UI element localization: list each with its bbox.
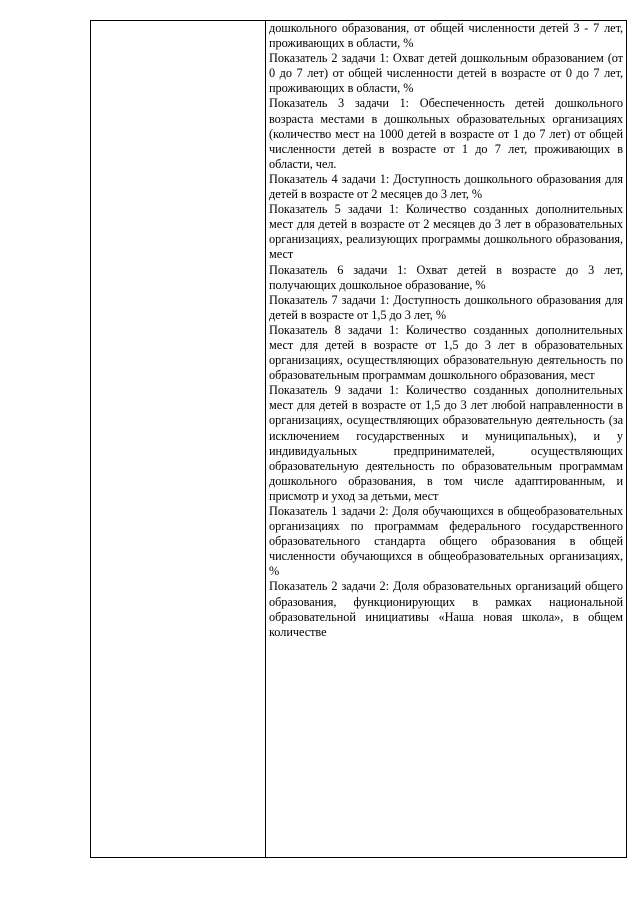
table-cell-right (266, 21, 626, 857)
indicator-paragraph: Показатель 8 задачи 1: Количество созданных дополнительных мест для детей в возрасте от 1,5 до 3 лет в образовательных организациях, осуществляющих образовательную деятельность по образовательным программам дошкольного образования, мест (269, 322, 623, 383)
indicator-paragraph: Показатель 1 задачи 2: Доля обучающихся в общеобразовательных организациях по программам федерального государственного образовательного стандарта общего образования в общей численности обучающихся в общеобразовательных организациях, % (269, 504, 623, 579)
indicator-paragraph: Показатель 5 задачи 1: Количество созданных дополнительных мест для детей в возрасте от 2 месяцев до 3 лет в образовательных организациях, реализующих программы дошкольного образования, мест (269, 202, 623, 262)
indicator-paragraph: Показатель 7 задачи 1: Доступность дошкольного образования для детей в возрасте от 1,5 до 3 лет, % (269, 292, 623, 322)
indicator-table (90, 20, 627, 858)
indicator-paragraph: Показатель 3 задачи 1: Обеспеченность детей дошкольного возраста местами в дошкольных образовательных организациях (количество мест на 1000 детей в возрасте от 1 до 7 лет) от общей численности детей в возрасте от 1 до 7 лет, проживающих в области, чел. (269, 96, 623, 171)
indicator-paragraph: Показатель 6 задачи 1: Охват детей в возрасте до 3 лет, получающих дошкольное образование, % (269, 262, 623, 292)
indicator-paragraph: Показатель 2 задачи 2: Доля образовательных организаций общего образования, функционирующих в рамках национальной образовательной инициативы «Наша новая школа», в общем количестве (269, 579, 623, 639)
indicator-paragraph: дошкольного образования, от общей численности детей 3 - 7 лет, проживающих в области, % (269, 21, 623, 51)
table-cell-left (91, 21, 266, 857)
indicator-paragraph: Показатель 4 задачи 1: Доступность дошкольного образования для детей в возрасте от 2 месяцев до 3 лет, % (269, 171, 623, 202)
indicator-paragraph: Показатель 9 задачи 1: Количество созданных дополнительных мест для детей в возрасте от 1,5 до 3 лет любой направленности в организациях, осуществляющих образовательную деятельность (за исключением государственных и муниципальных), и у индивидуальных предпринимателей, осуществляющих образовательную деятельность по образовательным программам дошкольного образования, в том числе адаптированным, и присмотр и уход за детьми, мест (269, 383, 623, 503)
indicator-paragraph: Показатель 2 задачи 1: Охват детей дошкольным образованием (от 0 до 7 лет) от общей численности детей в возрасте от 0 до 7 лет, проживающих в области, % (269, 51, 623, 96)
